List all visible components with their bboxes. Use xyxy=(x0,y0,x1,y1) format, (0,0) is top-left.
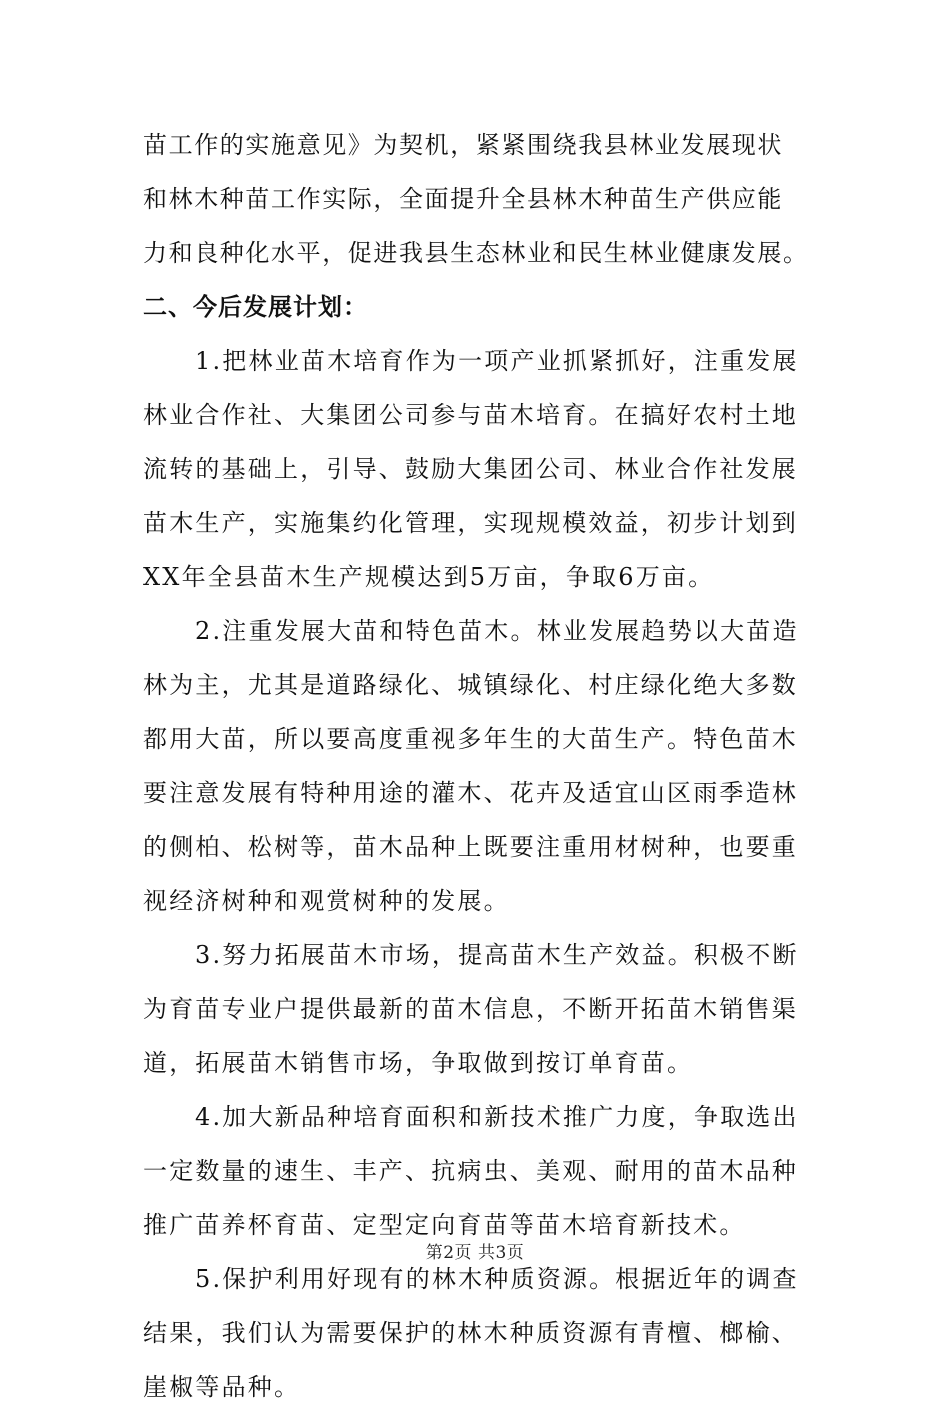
text-line: 推广苗养杯育苗、定型定向育苗等苗木培育新技术。 xyxy=(143,1211,746,1239)
text-line: 苗木生产，实施集约化管理，实现规模效益，初步计划到 xyxy=(143,509,798,537)
text-line: 4.加大新品种培育面积和新技术推广力度，争取选出 xyxy=(195,1103,799,1131)
text-line: 的侧柏、松树等，苗木品种上既要注重用材树种，也要重 xyxy=(143,833,798,861)
text-line: 和林木种苗工作实际，全面提升全县林木种苗生产供应能 xyxy=(143,185,783,213)
text-line: 一定数量的速生、丰产、抗病虫、美观、耐用的苗木品种 xyxy=(143,1157,798,1185)
section-heading: 二、今后发展计划： xyxy=(143,293,368,321)
text-line: 道，拓展苗木销售市场，争取做到按订单育苗。 xyxy=(143,1049,694,1077)
document-body xyxy=(143,118,815,1414)
text-line: 林为主，尤其是道路绿化、城镇绿化、村庄绿化绝大多数 xyxy=(143,671,798,699)
text-line: XX年全县苗木生产规模达到5万亩，争取6万亩。 xyxy=(143,563,715,591)
text-line: 1.把林业苗木培育作为一项产业抓紧抓好，注重发展 xyxy=(195,347,799,375)
text-line: 崖椒等品种。 xyxy=(143,1373,301,1401)
text-line: 苗工作的实施意见》为契机，紧紧围绕我县林业发展现状 xyxy=(143,131,783,159)
text-line: 为育苗专业户提供最新的苗木信息，不断开拓苗木销售渠 xyxy=(143,995,798,1023)
text-line: 5.保护利用好现有的林木种质资源。根据近年的调查 xyxy=(195,1265,799,1293)
text-line: 流转的基础上，引导、鼓励大集团公司、林业合作社发展 xyxy=(143,455,798,483)
text-line: 力和良种化水平，促进我县生态林业和民生林业健康发展。 xyxy=(143,239,809,267)
text-line: 结果，我们认为需要保护的林木种质资源有青檀、榔榆、 xyxy=(143,1319,798,1347)
text-line: 视经济树种和观赏树种的发展。 xyxy=(143,887,510,915)
text-line: 林业合作社、大集团公司参与苗木培育。在搞好农村土地 xyxy=(143,401,798,429)
page-number-footer: 第2页 共3页 xyxy=(425,1243,525,1263)
text-line: 3.努力拓展苗木市场，提高苗木生产效益。积极不断 xyxy=(195,941,799,969)
text-line: 都用大苗，所以要高度重视多年生的大苗生产。特色苗木 xyxy=(143,725,798,753)
text-line: 2.注重发展大苗和特色苗木。林业发展趋势以大苗造 xyxy=(195,617,799,645)
text-line: 要注意发展有特种用途的灌木、花卉及适宜山区雨季造林 xyxy=(143,779,798,807)
